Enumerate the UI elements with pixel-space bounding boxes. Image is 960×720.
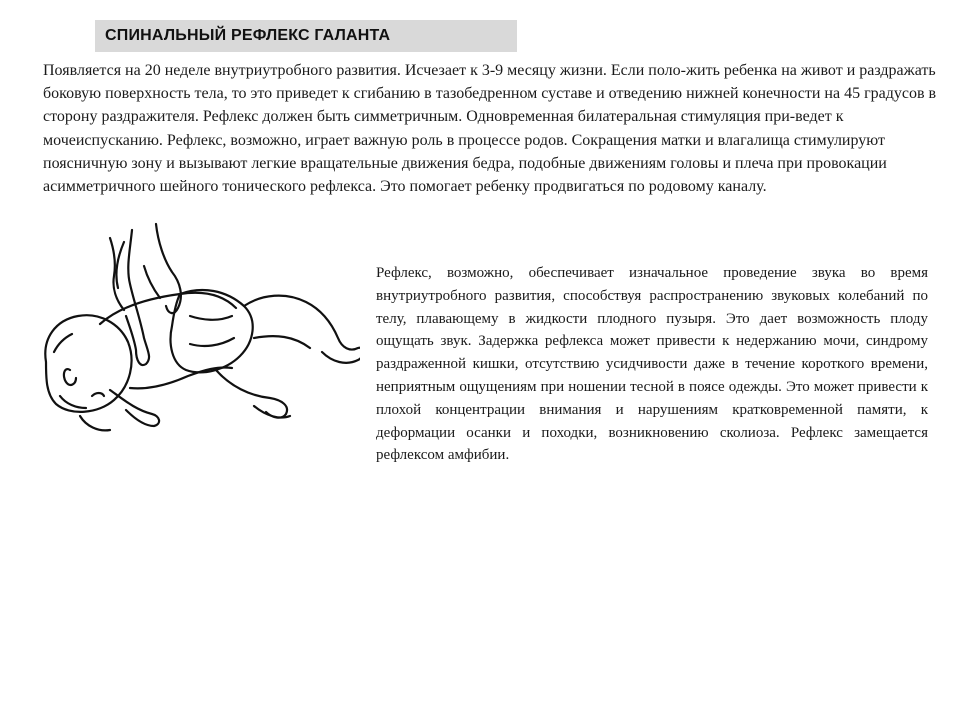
infant-hand (80, 416, 110, 430)
infant-leg-upper-inner (254, 336, 310, 348)
intro-paragraph: Появляется на 20 неделе внутриутробного развития. Исчезает к 3-9 месяцу жизни. Если поло-жить ребенка на живот и раздражать боковую поверхность тела, то это приведет к сгибанию в тазобедренном суставе и отведению нижней конечности на 45 градусов в сторону раздражителя. Рефлекс должен быть симметричным. Одновременная билатеральная стимуляция при-ведет к мочеиспусканию. Рефлекс, возможно, играет важную роль в процессе родов. Сокращения матки и влагалища стимулируют поясничную зону и вызывают легкие вращательные движения бедра, подобные движениям головы и плеча при провокации асимметричного шейного тонического рефлекса. Это помогает ребенку продвигаться по родовому каналу. (43, 62, 937, 196)
side-paragraph: Рефлекс, возможно, обеспечивает изначальное проведение звука во время внутриутробного развития, способствуя распространению звуковых колебаний по телу, плавающему в жидкости плодного пузыря. Это дает возможность плоду ощущать звук. Задержка рефлекса может привести к недержанию мочи, синдрому раздраженной кишки, отсутствию усидчивости даже в течение короткого времени, неприятным ощущениям при ношении тесной в поясе одежды. Это может привести к плохой концентрации внимания и нарушениям кратковременной памяти, к деформации осанки и походки, возникновению сколиоза. Рефлекс замещается рефлексом амфибии. (376, 265, 928, 464)
infant-arm-lower (110, 390, 159, 426)
diaper-fold (190, 316, 234, 346)
infant-leg-upper (244, 296, 360, 363)
infant-diaper (171, 290, 253, 372)
infant-ear (64, 369, 76, 385)
infant-leg-lower (216, 370, 287, 418)
examiner-fingers (116, 242, 160, 298)
slide-title-bar (95, 20, 517, 52)
infant-eye (92, 393, 104, 396)
slide-title: СПИНАЛЬНЫЙ РЕФЛЕКС ГАЛАНТА (105, 27, 391, 44)
infant-reflex-illustration (40, 220, 360, 440)
